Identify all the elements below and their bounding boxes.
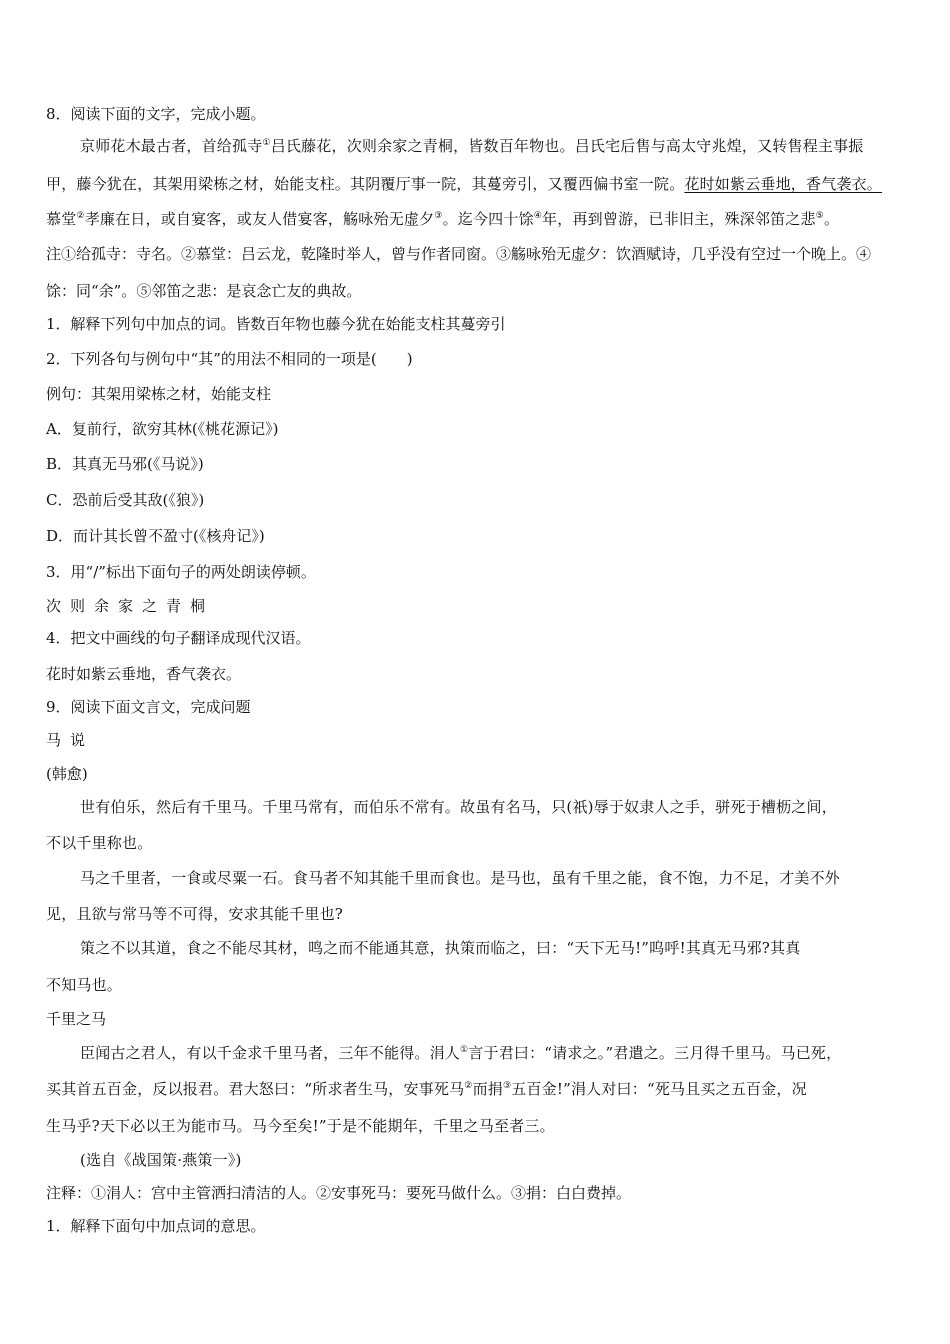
q8-sub-question-4: 4．把文中画线的句子翻译成现代汉语。 [46, 629, 311, 647]
q9-sub-question-1: 1．解释下面句中加点词的意思。 [46, 1217, 266, 1235]
pause-marking-sentence: 次则余家之青桐 [46, 597, 215, 615]
option-a: A．复前行，欲穷其林(《桃花源记》) [46, 420, 279, 438]
qianli-p-line-3: 生马乎?天下必以王为能市马。马今至矣!”于是不能期年，千里之马至者三。 [46, 1117, 555, 1135]
q8-passage-line-2: 甲，藤今犹在，其架用梁栋之材，始能支柱。其阴覆厅事一院，其蔓旁引，又覆西偏书室一院。花时如紫云垂地，香气袭衣。 [46, 175, 883, 193]
q9-notes: 注释：①涓人：宫中主管洒扫清洁的人。②安事死马：要死马做什么。③捐：白白费掉。 [46, 1184, 632, 1202]
q8-passage-line-1: 京师花木最古者，首给孤寺①吕氏藤花，次则余家之青桐，皆数百年物也。吕氏宅后售与高太守兆煌，又转售程主事振 [80, 137, 864, 155]
ma-shuo-p3-line-2: 不知马也。 [46, 976, 123, 994]
ma-shuo-p3-line-1: 策之不以其道，食之不能尽其材，鸣之而不能通其意，执策而临之，曰：“天下无马!”呜呼!其真无马邪?其真 [80, 939, 801, 957]
q8-passage-line-3: 慕堂②孝廉在日，或自宴客，或友人借宴客，觞咏殆无虚夕③。迄今四十馀④年，再到曾游，已非旧主，殊深邻笛之悲⑤。 [46, 210, 840, 228]
source-citation: (选自《战国策·燕策一》) [80, 1151, 242, 1169]
q8-notes-line-2: 馀：同“余”。⑤邻笛之悲：是哀念亡友的典故。 [46, 282, 362, 300]
underlined-sentence: 花时如紫云垂地，香气袭衣。 [684, 175, 883, 193]
option-c: C．恐前后受其敌(《狼》) [46, 491, 205, 509]
q8-example-sentence: 例句：其架用梁栋之材，始能支柱 [46, 385, 272, 403]
ma-shuo-p2-line-1: 马之千里者，一食或尽粟一石。食马者不知其能千里而食也。是马也，虽有千里之能，食不饱，力不足，才美不外 [80, 869, 841, 887]
q8-sub-question-3: 3．用“/”标出下面句子的两处朗读停顿。 [46, 563, 316, 581]
author: (韩愈) [46, 765, 88, 783]
qianli-p-line-2: 买其首五百金，反以报君。君大怒曰：“所求者生马，安事死马②而捐③五百金!”涓人对曰：“死马且买之五百金，况 [46, 1080, 807, 1098]
ma-shuo-p1-line-2: 不以千里称也。 [46, 834, 153, 852]
q8-heading: 8．阅读下面的文字，完成小题。 [46, 105, 266, 123]
q9-heading: 9．阅读下面文言文，完成问题 [46, 698, 251, 716]
qianli-p-line-1: 臣闻古之君人，有以千金求千里马者，三年不能得。涓人①言于君曰：“请求之。”君遣之。三月得千里马。马已死， [80, 1044, 842, 1062]
ma-shuo-title: 马说 [46, 731, 95, 749]
option-b: B．其真无马邪(《马说》) [46, 455, 204, 473]
ma-shuo-p1-line-1: 世有伯乐，然后有千里马。千里马常有，而伯乐不常有。故虽有名马，只(祇)辱于奴隶人之手，骈死于槽枥之间， [80, 798, 837, 816]
q8-sub-question-1: 1．解释下列句中加点的词。皆数百年物也藤今犹在始能支柱其蔓旁引 [46, 315, 506, 333]
q8-sub-question-2: 2．下列各句与例句中“其”的用法不相同的一项是( ) [46, 350, 413, 368]
ma-shuo-p2-line-2: 见，且欲与常马等不可得，安求其能千里也? [46, 905, 344, 923]
qianli-zhi-ma-title: 千里之马 [46, 1010, 107, 1028]
translation-sentence: 花时如紫云垂地，香气袭衣。 [46, 665, 242, 683]
q8-notes-line-1: 注①给孤寺：寺名。②慕堂：吕云龙，乾隆时举人，曾与作者同窗。③觞咏殆无虚夕：饮酒赋诗，几乎没有空过一个晚上。④ [46, 245, 872, 263]
option-d: D．而计其长曾不盈寸(《核舟记》) [46, 527, 265, 545]
